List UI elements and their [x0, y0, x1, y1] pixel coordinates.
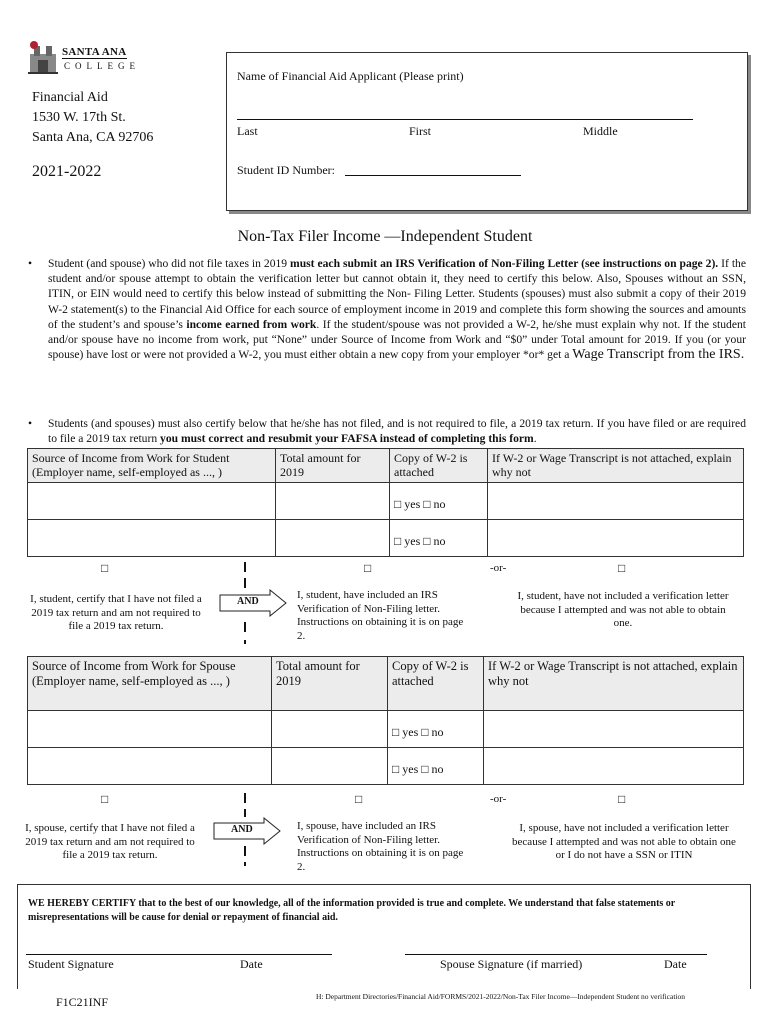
source-cell[interactable] [28, 483, 276, 520]
header-w2: Copy of W-2 is attached [388, 657, 484, 711]
amount-cell[interactable] [276, 483, 390, 520]
divider [244, 622, 246, 632]
college-logo [28, 40, 148, 80]
header-total: Total amount for 2019 [272, 657, 388, 711]
spouse-cert-checkbox-1[interactable]: □ [101, 792, 109, 806]
spouse-signature-label: Spouse Signature (if married) [440, 957, 583, 971]
spouse-cert-included-letter: I, spouse, have included an IRS Verification of Non-Filing letter. Instructions on obtaining it is on page 2. [297, 820, 464, 873]
logo-subtitle: COLLEGE [64, 61, 140, 71]
middle-name-label: Middle [583, 124, 618, 138]
explain-cell[interactable] [484, 748, 744, 785]
student-cert-checkbox-1[interactable]: □ [101, 561, 109, 575]
office-dept: Financial Aid [32, 90, 108, 105]
student-cert-checkbox-2[interactable]: □ [364, 561, 372, 575]
para1-text-1: Student (and spouse) who did not file taxes in 2019 [48, 257, 291, 270]
para1-text-3: . If the student/spouse was not provided a W-2, he/she must explain why not. If the student and/or spouse have no income from work, put “None” under Source of Income from Work and “$0” under Total amount for 2019. If you (or your spouse) have lost or were not provided a W-2, you must either obtain a new copy from your employer *or* get a [48, 317, 746, 362]
bullet: • [28, 417, 33, 430]
student-signature-line[interactable] [26, 954, 332, 955]
para2-text-2: . [533, 432, 537, 446]
instructions-paragraph-1 [28, 256, 746, 362]
explain-cell[interactable] [488, 483, 744, 520]
instructions-paragraph-2 [28, 416, 746, 446]
source-cell[interactable] [28, 748, 272, 785]
spouse-cert-not-included: I, spouse, have not included a verification letter because I attempted and was not able to obtain one or I do not have a SSN or ITIN [512, 822, 736, 861]
w2-cell[interactable] [390, 483, 488, 520]
office-city: Santa Ana, CA 92706 [32, 130, 154, 145]
w2-cell[interactable] [388, 711, 484, 748]
and-label: AND [237, 596, 259, 607]
student-id-field[interactable] [345, 175, 521, 176]
student-income-table [27, 448, 744, 557]
spouse-cert-no-return: I, spouse, certify that I have not filed a 2019 tax return and am not required to file a 2019 tax return. [25, 822, 195, 861]
amount-cell[interactable] [272, 748, 388, 785]
header-source: Source of Income from Work for Student (Employer name, self-employed as ..., ) [28, 449, 276, 483]
header-explain: If W-2 or Wage Transcript is not attached, explain why not [488, 449, 744, 483]
w2-cell[interactable] [390, 520, 488, 557]
para1-text-2: If the student and/or spouse attempt to obtain the verification letter but cannot obtain it, they need to certify this below. Also, Spouses without an SSN, ITIN, or EIN would need to certify this below instead of submitting the Non- Filing Letter. Students (spouses) must also submit a copy of their 2019 W-2 statement(s) to the Financial Aid Office for each source of employment income in 2019 and complete this form showing the sources and amounts of the student’s and spouse’s [48, 257, 746, 331]
table-row [28, 483, 744, 520]
spouse-income-table [27, 656, 744, 785]
certification-box [17, 884, 751, 989]
student-id-label: Student ID Number: [237, 163, 335, 177]
or-label: -or- [490, 793, 507, 805]
office-street: 1530 W. 17th St. [32, 110, 126, 125]
para1-bold-1: must each submit an IRS Verification of Non-Filing Letter (see instructions on page 2). [290, 257, 719, 270]
and-label: AND [231, 824, 253, 835]
student-signature-label: Student Signature [28, 957, 114, 971]
form-code: F1C21INF [56, 995, 109, 1009]
explain-cell[interactable] [484, 711, 744, 748]
form-title: Non-Tax Filer Income —Independent Student [237, 228, 533, 245]
divider [244, 846, 246, 856]
table-row [28, 711, 744, 748]
explain-cell[interactable] [488, 520, 744, 557]
table-row [28, 520, 744, 557]
table-row [28, 748, 744, 785]
divider [244, 562, 246, 572]
applicant-name-field[interactable] [237, 119, 693, 120]
last-name-label: Last [237, 124, 258, 138]
student-cert-included-letter: I, student, have included an IRS Verification of Non-Filing letter. Instructions on obtaining it is on page 2. [297, 589, 464, 642]
student-date-label: Date [240, 957, 263, 971]
bullet: • [28, 257, 33, 270]
w2-cell[interactable] [388, 748, 484, 785]
student-cert-not-included: I, student, have not included a verification letter because I attempted and was not able to obtain one. [517, 590, 729, 629]
student-cert-checkbox-3[interactable]: □ [618, 561, 626, 575]
logo-name: SANTA ANA [62, 46, 127, 58]
header-total: Total amount for 2019 [276, 449, 390, 483]
or-label: -or- [490, 562, 507, 574]
header-w2: Copy of W-2 is attached [390, 449, 488, 483]
student-cert-no-return: I, student, certify that I have not filed a 2019 tax return and am not required to file a 2019 tax return. [30, 593, 202, 632]
yes-no-checkboxes[interactable]: □ yes □ no [394, 497, 446, 511]
office-address [32, 88, 153, 148]
yes-no-checkboxes[interactable]: □ yes □ no [392, 762, 444, 776]
header-explain: If W-2 or Wage Transcript is not attached, explain why not [484, 657, 744, 711]
para1-text-4: Wage Transcript from the IRS. [572, 347, 745, 363]
spouse-signature-line[interactable] [405, 954, 707, 955]
source-cell[interactable] [28, 520, 276, 557]
divider [244, 640, 246, 644]
table-header-row [28, 449, 744, 483]
para1-bold-2: income earned from work [186, 317, 317, 331]
first-name-label: First [409, 124, 432, 138]
yes-no-checkboxes[interactable]: □ yes □ no [392, 725, 444, 739]
divider [244, 862, 246, 866]
college-seal-icon [28, 40, 58, 76]
spouse-cert-checkbox-2[interactable]: □ [355, 792, 363, 806]
para2-bold-1: you must correct and resubmit your FAFSA instead of completing this form [160, 432, 534, 446]
divider [244, 578, 246, 588]
divider [244, 809, 246, 817]
award-year: 2021-2022 [32, 163, 102, 180]
amount-cell[interactable] [276, 520, 390, 557]
applicant-name-box [226, 52, 748, 211]
table-header-row [28, 657, 744, 711]
source-cell[interactable] [28, 711, 272, 748]
divider [244, 793, 246, 803]
amount-cell[interactable] [272, 711, 388, 748]
spouse-date-label: Date [664, 957, 687, 971]
applicant-name-label: Name of Financial Aid Applicant (Please print) [237, 69, 464, 83]
yes-no-checkboxes[interactable]: □ yes □ no [394, 534, 446, 548]
header-source: Source of Income from Work for Spouse (Employer name, self-employed as ..., ) [28, 657, 272, 711]
spouse-cert-checkbox-3[interactable]: □ [618, 792, 626, 806]
certification-statement: WE HEREBY CERTIFY that to the best of our knowledge, all of the information provided is true and complete. We understand that false statements or misrepresentations will be cause for denial or repayment of financial aid. [28, 898, 676, 923]
file-path: H: Department Directories/Financial Aid/FORMS/2021-2022/Non-Tax Filer Income—Independent Student no verification [316, 992, 685, 1001]
para2-text-1: Students (and spouses) must also certify below that he/she has not filed, and is not required to file, a 2019 tax return. If you have filed or are required to file a 2019 tax return [48, 417, 746, 446]
